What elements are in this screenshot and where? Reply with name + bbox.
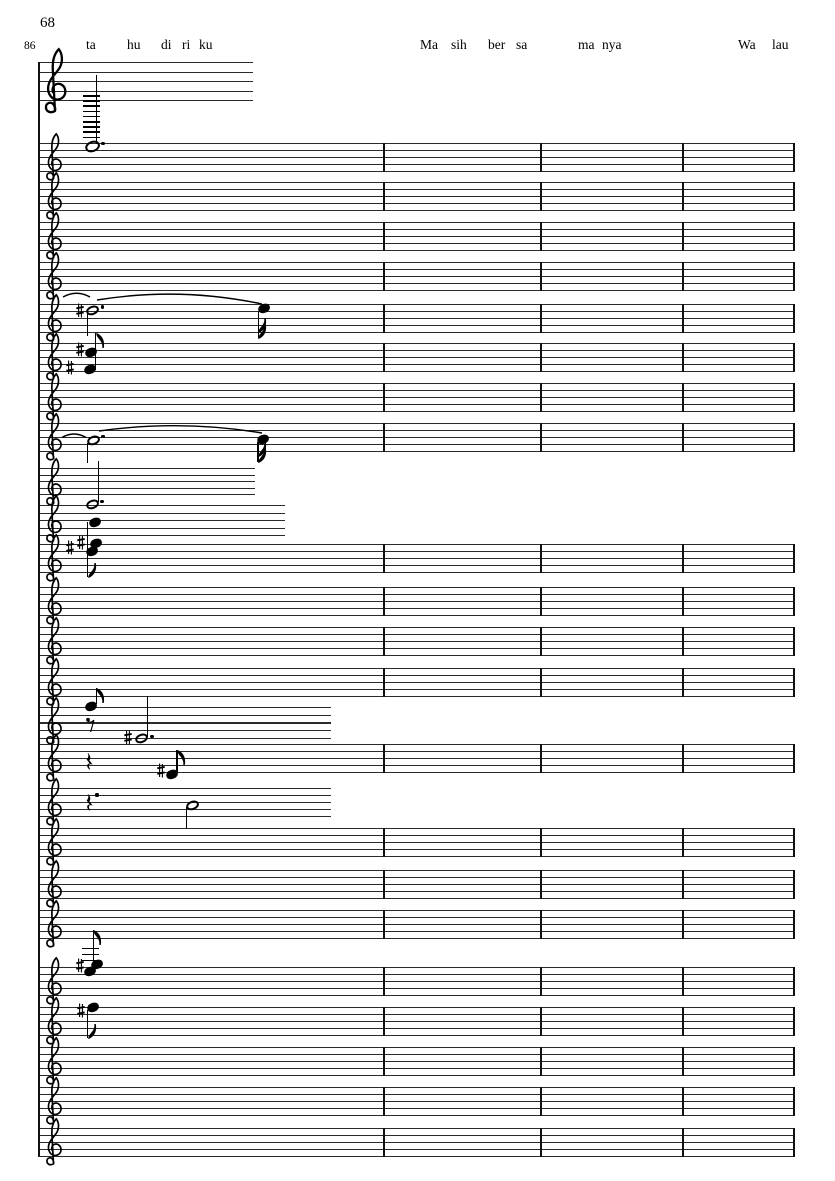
staff-line — [38, 520, 285, 521]
ledger-line — [83, 131, 100, 133]
eighth-rest-icon — [86, 717, 95, 732]
quarter-rest-icon — [85, 753, 94, 770]
measure-barline — [383, 744, 385, 773]
staff-line — [38, 468, 255, 469]
staff-line — [38, 444, 794, 445]
eighth-flag-icon — [177, 750, 188, 766]
staff-line — [38, 594, 794, 595]
measure-barline — [383, 304, 385, 333]
quarter-rest-icon — [85, 794, 94, 811]
measure-barline — [540, 967, 542, 996]
note-stem — [98, 461, 99, 502]
staff-line — [38, 877, 794, 878]
measure-barline — [383, 870, 385, 899]
staff-line — [38, 1014, 794, 1015]
notehead-filled — [88, 516, 102, 528]
staff-line — [38, 587, 794, 588]
measure-barline — [682, 967, 684, 996]
staff-line — [38, 707, 331, 708]
staff-line — [38, 738, 331, 739]
measure-barline — [540, 587, 542, 616]
staff-line — [38, 1115, 794, 1116]
staff-line — [38, 696, 794, 697]
measure-barline — [682, 222, 684, 251]
final-barline — [793, 343, 796, 372]
note-stem — [87, 313, 88, 337]
staff-line — [38, 835, 794, 836]
staff-line — [38, 898, 794, 899]
measure-barline — [540, 423, 542, 452]
staff-line — [38, 988, 794, 989]
measure-barline — [540, 910, 542, 939]
measure-barline — [682, 343, 684, 372]
staff-line — [38, 1075, 794, 1076]
staff-line — [38, 505, 285, 506]
staff-line — [38, 243, 794, 244]
system-barline — [38, 62, 40, 1156]
staff-line — [38, 1068, 794, 1069]
staff-line — [38, 788, 331, 789]
measure-barline — [682, 587, 684, 616]
staff-line — [38, 437, 794, 438]
staff-line — [38, 229, 794, 230]
eighth-flag-icon — [258, 441, 269, 457]
measure-barline — [540, 828, 542, 857]
staff-line — [38, 795, 331, 796]
staff-line — [38, 1087, 794, 1088]
staff-line — [38, 1007, 794, 1008]
measure-barline — [383, 222, 385, 251]
staff-line — [38, 1021, 794, 1022]
final-barline — [793, 304, 796, 333]
staff-line — [38, 528, 285, 529]
final-barline — [793, 383, 796, 412]
staff-line — [38, 772, 794, 773]
treble-clef-icon — [43, 1118, 64, 1166]
staff-line — [38, 276, 794, 277]
measure-barline — [540, 544, 542, 573]
staff-line — [38, 1035, 794, 1036]
staff-line — [38, 311, 794, 312]
final-barline — [793, 668, 796, 697]
final-barline — [793, 587, 796, 616]
staff-line — [38, 535, 285, 536]
measure-barline — [682, 1007, 684, 1036]
measure-barline — [682, 828, 684, 857]
measure-barline — [682, 744, 684, 773]
staff-line — [38, 196, 794, 197]
measure-barline — [682, 544, 684, 573]
sharp-icon — [124, 730, 132, 745]
note-stem — [186, 807, 187, 829]
measure-barline — [383, 627, 385, 656]
staff-line — [38, 390, 794, 391]
staff-line — [38, 404, 794, 405]
staff-line — [38, 648, 794, 649]
staff-line — [38, 910, 794, 911]
measure-barline — [540, 262, 542, 291]
augmentation-dot — [101, 435, 104, 438]
treble-clef-icon — [43, 252, 64, 300]
staff-line — [38, 931, 794, 932]
staff-line — [38, 72, 253, 73]
measure-barline — [383, 967, 385, 996]
final-barline — [793, 744, 796, 773]
final-barline — [793, 222, 796, 251]
measure-barline — [540, 343, 542, 372]
staff-line — [38, 91, 253, 92]
staff-line — [38, 981, 794, 982]
sharp-icon — [77, 1003, 85, 1018]
staff-line — [38, 870, 794, 871]
staff-line — [38, 262, 794, 263]
measure-barline — [540, 627, 542, 656]
measure-barline — [540, 383, 542, 412]
staff-line — [38, 917, 794, 918]
measure-barline — [682, 627, 684, 656]
staff-line — [38, 828, 794, 829]
eighth-flag-icon — [88, 562, 99, 578]
final-barline — [793, 967, 796, 996]
lyric-syllable: sa — [516, 37, 528, 52]
treble-clef-icon — [42, 48, 68, 114]
measure-barline — [383, 910, 385, 939]
measure-barline — [682, 262, 684, 291]
augmentation-dot — [95, 793, 98, 796]
measure-barline — [540, 143, 542, 172]
staff-line — [38, 364, 794, 365]
staff-line — [38, 475, 255, 476]
staff-line — [38, 627, 794, 628]
lyric-syllable: hu — [127, 37, 141, 52]
measure-barline — [540, 222, 542, 251]
staff-line — [38, 481, 255, 482]
staff-line — [38, 62, 253, 63]
final-barline — [793, 143, 796, 172]
ledger-line — [83, 126, 100, 128]
lyric-syllable: lau — [772, 37, 789, 52]
lyric-syllable: ma — [578, 37, 595, 52]
staff-line — [38, 143, 794, 144]
staff-line — [38, 938, 794, 939]
measure-barline — [383, 828, 385, 857]
staff-line — [38, 544, 794, 545]
lyric-syllable: Ma — [420, 37, 438, 52]
measure-barline — [540, 1128, 542, 1157]
staff-line — [38, 250, 794, 251]
lyric-syllable: sih — [451, 37, 467, 52]
final-barline — [793, 828, 796, 857]
measure-barline — [540, 304, 542, 333]
slur-tie — [63, 289, 90, 299]
note-stem — [147, 696, 148, 737]
staff-line — [38, 203, 794, 204]
staff-line — [38, 572, 794, 573]
final-barline — [793, 870, 796, 899]
staff-line — [38, 995, 794, 996]
lyric-syllable: ber — [488, 37, 506, 52]
staff-line — [38, 655, 794, 656]
staff-line — [38, 730, 331, 731]
staff-line — [38, 371, 794, 372]
staff-line — [38, 816, 331, 817]
measure-barline — [682, 304, 684, 333]
measure-barline — [540, 1087, 542, 1116]
measure-barline — [540, 1007, 542, 1036]
measure-barline — [540, 870, 542, 899]
staff-line — [38, 222, 794, 223]
staff-line — [38, 765, 794, 766]
measure-number: 86 — [24, 40, 36, 52]
staff-line — [38, 171, 794, 172]
staff-line — [38, 350, 794, 351]
staff-line — [38, 849, 794, 850]
staff-line — [38, 1156, 794, 1157]
measure-barline — [383, 1047, 385, 1076]
ledger-line — [83, 116, 100, 118]
ledger-line — [83, 95, 100, 97]
staff-line — [38, 1047, 794, 1048]
measure-barline — [682, 668, 684, 697]
note-stem — [96, 75, 97, 144]
ledger-line — [83, 105, 100, 107]
measure-barline — [682, 870, 684, 899]
treble-clef-icon — [43, 818, 64, 866]
staff-line — [38, 383, 794, 384]
measure-barline — [383, 1007, 385, 1036]
slur-tie — [97, 286, 262, 306]
ledger-line — [82, 948, 99, 950]
staff-line — [38, 802, 331, 803]
lyric-syllable: di — [161, 37, 172, 52]
measure-barline — [383, 668, 385, 697]
measure-barline — [682, 383, 684, 412]
final-barline — [793, 544, 796, 573]
treble-clef-icon — [43, 900, 64, 948]
measure-barline — [540, 744, 542, 773]
staff-line — [38, 210, 794, 211]
sharp-icon — [76, 303, 84, 318]
staff-line — [38, 641, 794, 642]
final-barline — [793, 910, 796, 939]
augmentation-dot — [101, 142, 104, 145]
measure-barline — [383, 1087, 385, 1116]
eighth-flag-icon — [88, 1023, 99, 1039]
treble-clef-icon — [43, 534, 64, 582]
staff-line — [38, 1128, 794, 1129]
staff-line — [38, 974, 794, 975]
staff-line — [38, 558, 794, 559]
ledger-line — [83, 100, 100, 102]
staff-line — [38, 601, 794, 602]
staff-line — [38, 744, 794, 745]
staff-line — [38, 634, 794, 635]
staff-line — [38, 488, 255, 489]
measure-barline — [540, 182, 542, 211]
staff-line — [38, 884, 794, 885]
final-barline — [793, 1087, 796, 1116]
staff-line — [38, 1135, 794, 1136]
staff-line — [38, 494, 255, 495]
staff-line — [38, 682, 794, 683]
ledger-line — [83, 111, 100, 113]
lyric-syllable: Wa — [738, 37, 756, 52]
eighth-flag-icon — [96, 333, 107, 349]
lyric-syllable: nya — [602, 37, 622, 52]
staff-line — [38, 325, 794, 326]
staff-line — [38, 269, 794, 270]
staff-line — [38, 318, 794, 319]
staff-line — [38, 856, 794, 857]
measure-barline — [540, 668, 542, 697]
final-barline — [793, 1047, 796, 1076]
final-barline — [793, 423, 796, 452]
treble-clef-icon — [43, 734, 64, 782]
ledger-line — [83, 137, 100, 139]
staff-line — [38, 924, 794, 925]
staff-line — [38, 751, 794, 752]
measure-barline — [682, 910, 684, 939]
staff-line — [38, 1094, 794, 1095]
eighth-flag-icon — [96, 688, 107, 704]
staff-line — [38, 1142, 794, 1143]
staff-line — [38, 357, 794, 358]
lyric-syllable: ku — [199, 37, 213, 52]
staff-line — [38, 1108, 794, 1109]
staff-line — [38, 967, 794, 968]
slur-tie — [99, 419, 262, 435]
staff-line — [38, 100, 253, 101]
lyric-syllable: ta — [86, 37, 96, 52]
staff-line — [38, 668, 794, 669]
staff-line — [38, 891, 794, 892]
final-barline — [793, 262, 796, 291]
measure-barline — [383, 262, 385, 291]
notehead-filled — [83, 363, 97, 375]
measure-barline — [383, 587, 385, 616]
note-stem — [87, 443, 88, 464]
measure-barline — [682, 143, 684, 172]
staff-line — [38, 397, 794, 398]
measure-barline — [682, 1087, 684, 1116]
staff-line — [38, 236, 794, 237]
measure-barline — [682, 1128, 684, 1157]
staff-line — [38, 182, 794, 183]
final-barline — [793, 627, 796, 656]
staff-line — [38, 689, 794, 690]
ledger-line — [83, 121, 100, 123]
measure-barline — [383, 143, 385, 172]
page-number: 68 — [40, 15, 55, 31]
measure-barline — [682, 423, 684, 452]
staff-line — [38, 283, 794, 284]
staff-line — [38, 164, 794, 165]
augmentation-dot — [150, 735, 153, 738]
staff-line — [38, 551, 794, 552]
staff-line — [38, 332, 794, 333]
eighth-flag-icon — [258, 317, 269, 333]
augmentation-dot — [100, 500, 103, 503]
final-barline — [793, 182, 796, 211]
staff-line — [38, 758, 794, 759]
ledger-line — [82, 954, 99, 956]
treble-clef-icon — [43, 413, 64, 461]
staff-line — [38, 842, 794, 843]
sharp-icon — [76, 958, 84, 973]
sharp-icon — [76, 342, 84, 357]
slur-tie — [62, 430, 86, 440]
staff-line — [38, 608, 794, 609]
staff-line — [38, 411, 794, 412]
staff-line — [38, 189, 794, 190]
measure-barline — [383, 423, 385, 452]
measure-barline — [383, 343, 385, 372]
staff-line — [38, 809, 331, 810]
eighth-flag-icon — [93, 930, 104, 946]
staff-line — [38, 1054, 794, 1055]
staff-line — [38, 1101, 794, 1102]
staff-line — [38, 157, 794, 158]
lyric-syllable: ri — [182, 37, 191, 52]
sharp-icon — [77, 535, 85, 550]
staff-line — [38, 513, 285, 514]
measure-barline — [383, 1128, 385, 1157]
staff-line — [38, 615, 794, 616]
final-barline — [793, 1128, 796, 1157]
staff-line — [38, 343, 794, 344]
final-barline — [793, 1007, 796, 1036]
measure-barline — [383, 544, 385, 573]
sharp-icon — [157, 763, 165, 778]
measure-barline — [383, 182, 385, 211]
staff-line — [38, 565, 794, 566]
measure-barline — [383, 383, 385, 412]
staff-line — [38, 150, 794, 151]
staff-line — [38, 81, 253, 82]
staff-line — [38, 1149, 794, 1150]
measure-barline — [540, 1047, 542, 1076]
notehead-half — [83, 139, 101, 154]
sharp-icon — [66, 540, 74, 555]
staff-line — [38, 1028, 794, 1029]
measure-barline — [682, 1047, 684, 1076]
staff-line — [38, 675, 794, 676]
measure-barline — [682, 182, 684, 211]
staff-line — [38, 1061, 794, 1062]
staff-line — [38, 715, 331, 716]
staff-line — [38, 722, 331, 723]
sharp-icon — [66, 360, 74, 375]
staff-line — [38, 451, 794, 452]
